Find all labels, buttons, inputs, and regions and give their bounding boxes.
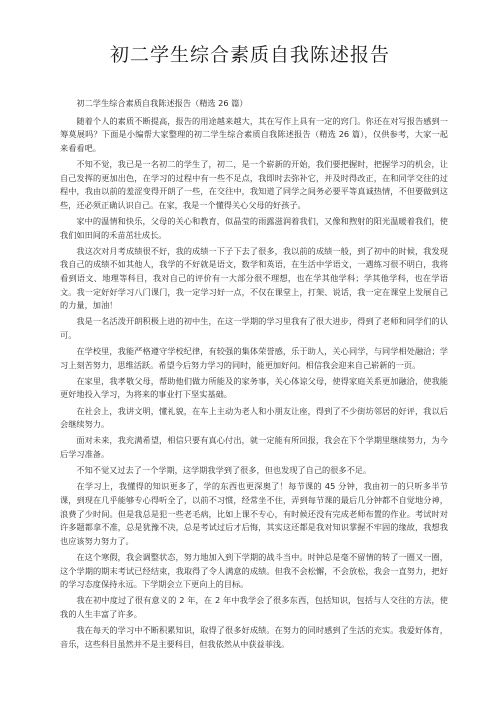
body-paragraph: 在这个寒假，我会调整状态，努力地加入到下学期的战斗当中。时钟总是毫不留情的转了一圈又一圈，这个学期的期末考试已经结束，我取得了令人满意的成绩。但我不会松懈，不会放松，我会一直努力，把好的学习态度保持永远。下学期会立下更向上的目标。 — [60, 551, 448, 590]
body-paragraph: 家中的温情和快乐，父母的关心和教育，似晶莹的雨露滋润着我们，又像和煦射的阳光温暖着我们，使我们如田间的禾苗茁壮成长。 — [60, 215, 448, 240]
body-paragraph: 面对未来，我充满希望，相信只要有真心付出，就一定能有所回报，我会在下个学期里继续努力，为今后学习准备。 — [60, 435, 448, 459]
body-paragraph: 在家里，我孝敬父母，帮助他们做力所能及的家务事，关心体谅父母，使得家庭关系更加融洽，使我能更好地投入学习，为将来的事业打下坚实基础。 — [60, 375, 448, 400]
body-paragraph: 不知不觉，我已是一名初二的学生了，初二，是一个崭新的开始，我们要把握时，把握学习的机会，让自己发挥的更加出色，在学习的过程中有一些不足点，我即时去弥补它，并及时得改正，在和同学交往的过程中，我由以前的羞涩变得开朗了一些，在交往中，我知道了同学之间务必要平等真诚热情，不但要做到这些，还必须正确认识自己。在家，我是一个懂得关心父母的好孩子。 — [60, 158, 448, 210]
body-paragraph: 我是一名活泼开朗积极上进的初中生，在这一学期的学习里我有了很大进步，得到了老师和同学们的认可。 — [60, 316, 448, 340]
body-paragraph: 我在初中度过了很有意义的 2 年，在 2 年中我学会了很多东西，包括知识，包括与人交往的方法，使我的人生丰富了许多。 — [60, 595, 448, 619]
document-body — [60, 97, 448, 654]
body-paragraph: 在学习上，我懂得的知识更多了，学的东西也更深奥了！每节课的 45 分钟，我由初一的只听多半节课，到现在几乎能够专心得听全了，以前不习惯，经常坐不住，弄到每节课的最后几分钟都不自觉地分神，浪费了少时间。但是我总是犯一些老毛病，比如上课不专心，有时候还没有完成老师布置的作业。考试时对许多题都拿不准，总是犹豫不决，总是考试过后才后悔，其实这还都是我对知识掌握不牢固的缘故，我想我也应该努力努力了。 — [60, 481, 448, 546]
body-paragraph: 我在每天的学习中不断积累知识，取得了很多好成绩。在努力的同时感到了生活的充实。我爱好体育，音乐，这些科目虽然并不是主要科目，但我依然从中获益菲浅。 — [60, 625, 448, 649]
body-paragraph: 我这次对月考成绩很不好，我的成绩一下子下去了很多，我以前的成绩一般，到了初中的时候，我发现我自己的成绩不如其他人，我学的不好就是语文，数学和英语，在生活中学语文，一遇练习很不明白，我将看到语文、地理等科目，我对自己的评价有一大部分很不理想，也在学其他学科；学其他学科，也在学语文。我一定好好学习八门课门，我一定学习好一点，不仅在课堂上，打架、说话，我一定在课堂上发展自己的力量，加油！ — [60, 245, 448, 311]
body-paragraph: 随着个人的素质不断提高，报告的用途越来越大，其在写作上具有一定的窍门。你还在对写报告感到一筹莫展吗？下面是小编帮大家整理的初二学生综合素质自我陈述报告（精选 26 篇），仅供参考，大家一起来看看吧。 — [60, 115, 448, 153]
body-paragraph: 在学校里，我能严格遵守学校纪律，有较强的集体荣誉感，乐于助人，关心同学，与同学相处融洽；学习上刻苦努力，思维活跃。希望今后努力学习的同时，能更加好问。相信我会迎来自己崭新的一页。 — [60, 346, 448, 370]
body-paragraph: 不知不觉又过去了一个学期，这学期我学到了很多，但也发现了自己的很多不足。 — [76, 465, 372, 476]
document-subtitle: 初二学生综合素质自我陈述报告（精选 26 篇） — [76, 98, 248, 108]
document-title: 初二学生综合素质自我陈述报告 — [109, 44, 390, 66]
body-paragraph: 在社会上，我讲文明，懂礼貌，在车上主动为老人和小朋友让座，得到了不少街坊邻居的好评，我以后会继续努力。 — [60, 405, 448, 430]
